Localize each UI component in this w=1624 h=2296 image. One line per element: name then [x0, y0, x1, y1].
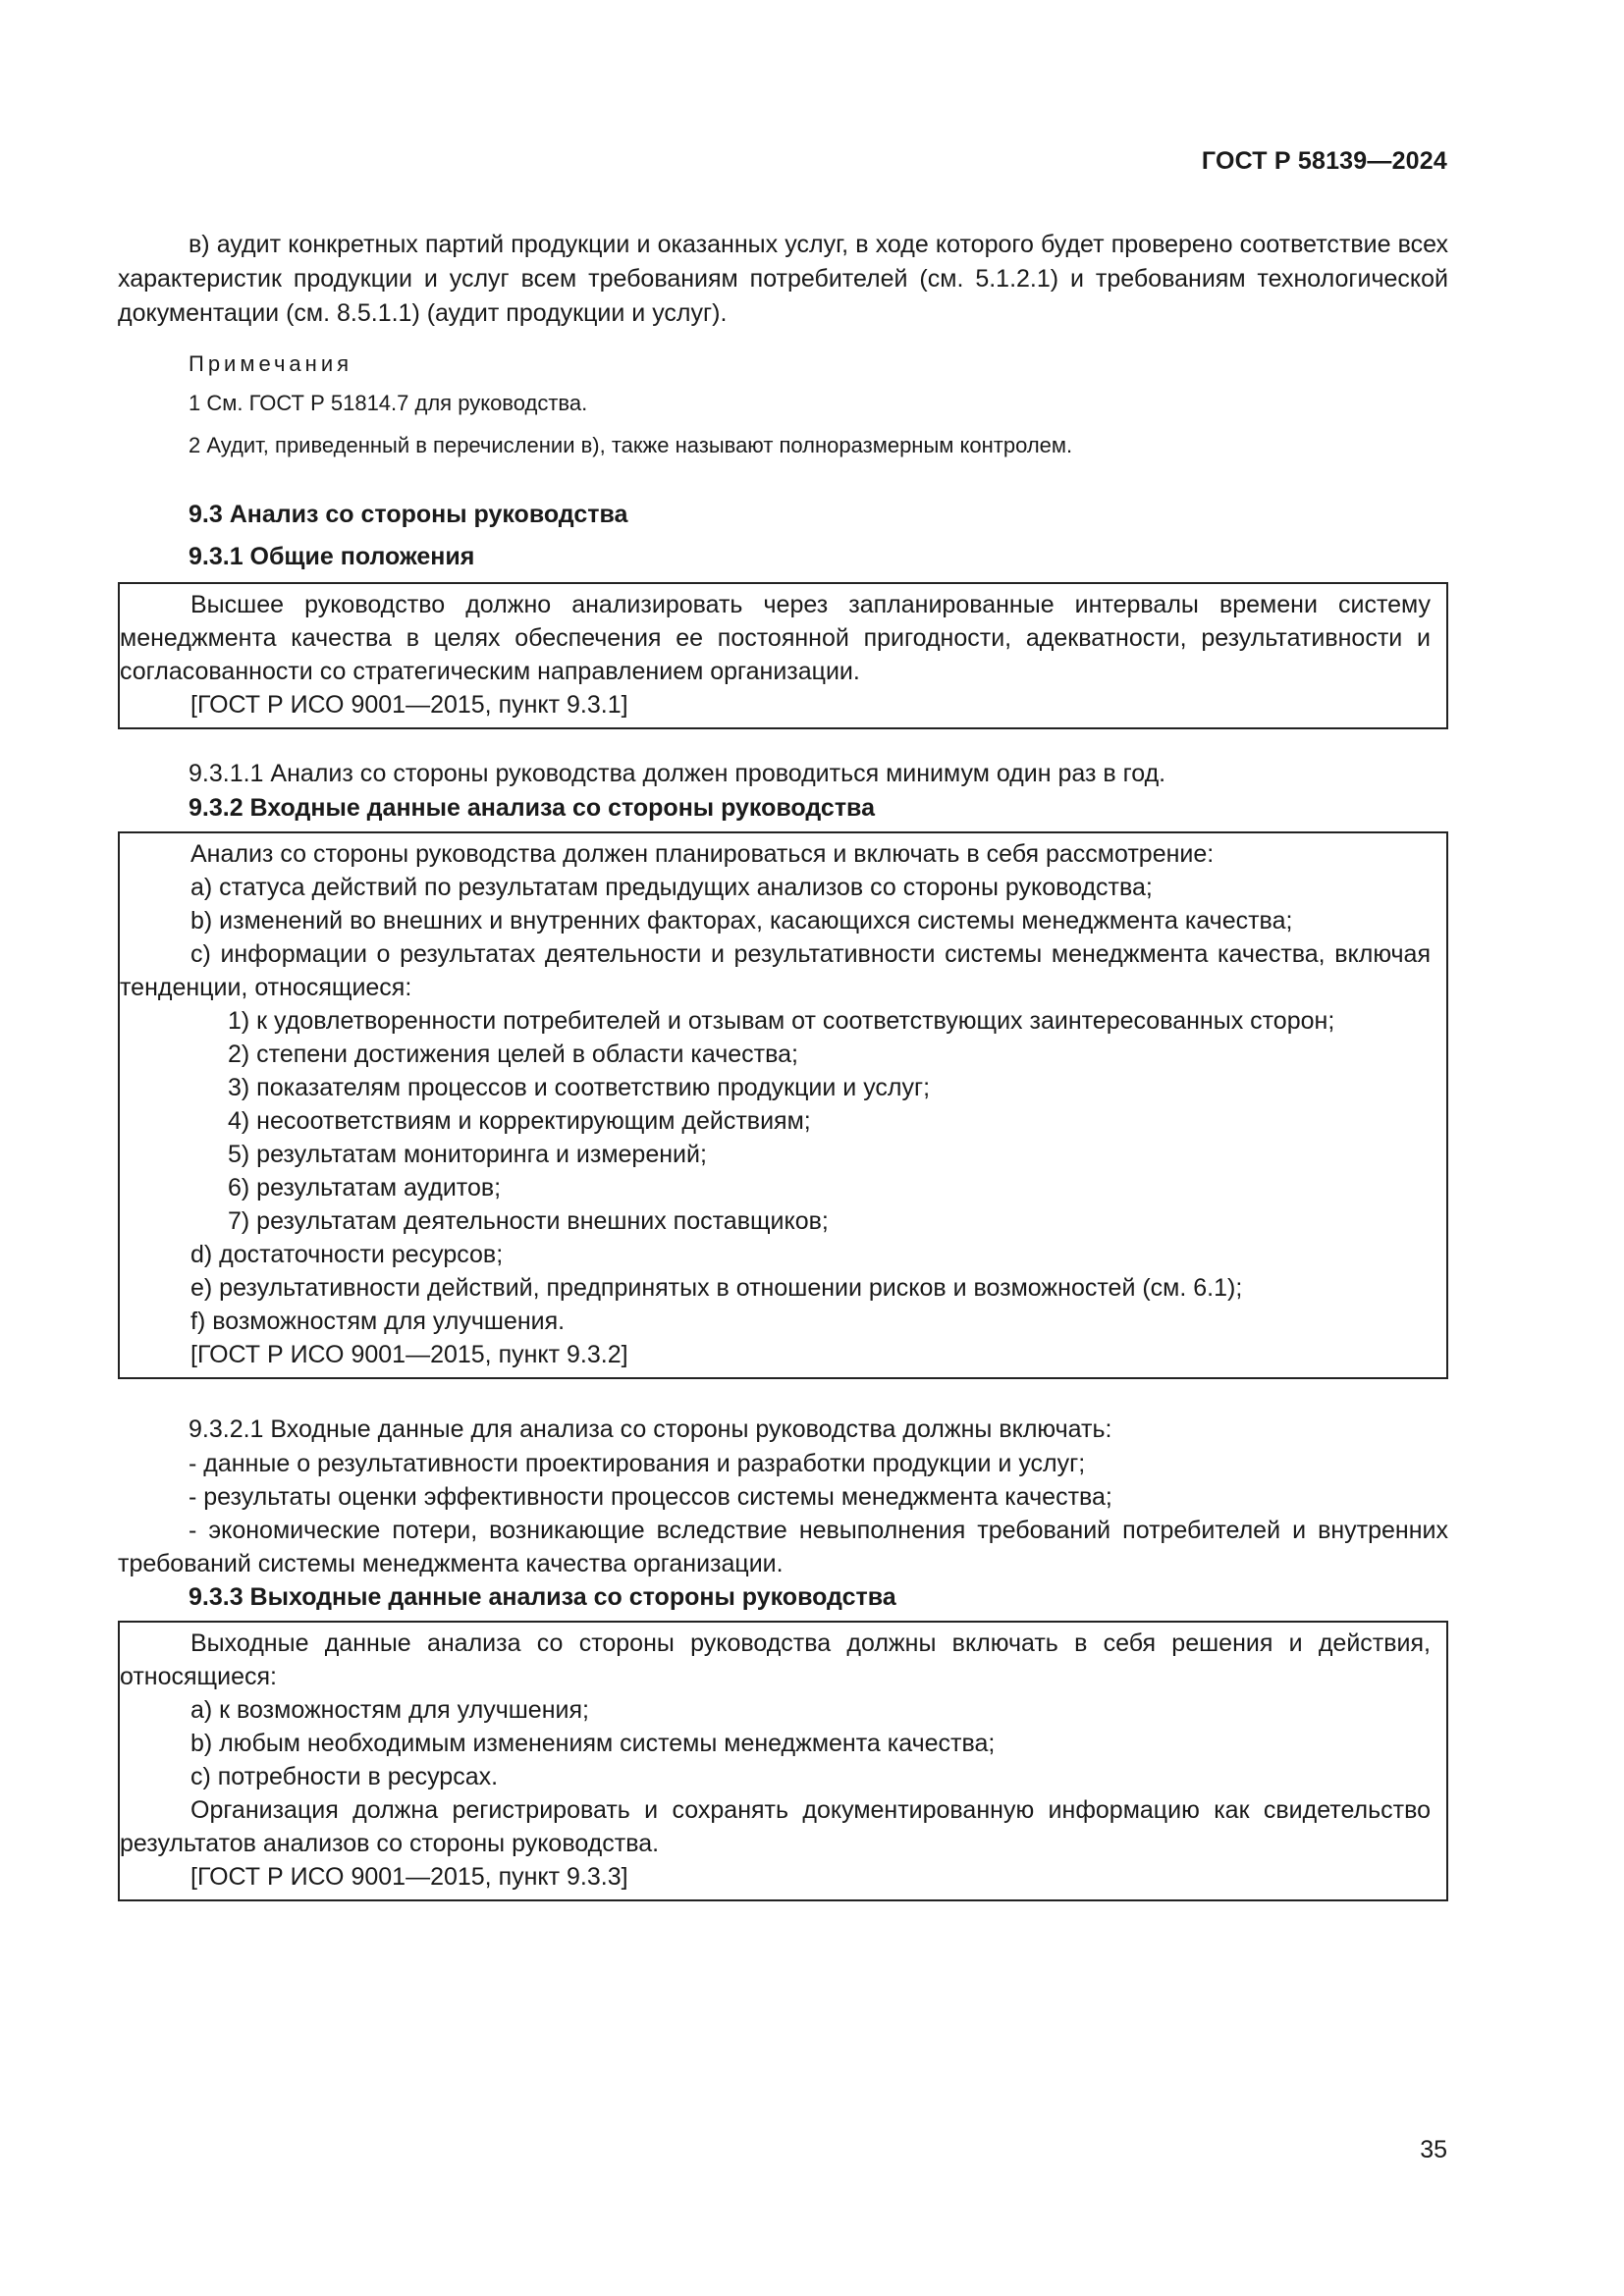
paragraph-9-3-1-1: 9.3.1.1 Анализ со стороны руководства должен проводиться минимум один раз в год. [189, 760, 1166, 787]
note-2: 2 Аудит, приведенный в перечислении в), также называют полноразмерным контролем. [189, 433, 1073, 457]
quote-box-9-3-1 [118, 582, 1448, 729]
sub-item-7: 7) результатам деятельности внешних поставщиков; [228, 1207, 829, 1235]
box-paragraph: Организация должна регистрировать и сохранять документированную информацию как свидетельство результатов анализов со стороны руководства. [120, 1796, 1431, 1857]
quote-box-9-3-3 [118, 1621, 1448, 1901]
section-9-3-3-title: 9.3.3 Выходные данные анализа со стороны руководства [189, 1583, 896, 1611]
sub-item-4: 4) несоответствиям и корректирующим действиям; [228, 1107, 811, 1135]
notes-title: Примечания [189, 351, 353, 376]
list-item-a: a) к возможностям для улучшения; [190, 1696, 589, 1724]
list-item-a: a) статуса действий по результатам предыдущих анализов со стороны руководства; [190, 874, 1153, 901]
list-item-e: e) результативности действий, предпринятых в отношении рисков и возможностей (см. 6.1); [190, 1274, 1243, 1302]
note-1: 1 См. ГОСТ Р 51814.7 для руководства. [189, 391, 588, 415]
box-reference: [ГОСТ Р ИСО 9001—2015, пункт 9.3.3] [190, 1863, 628, 1891]
section-9-3-1-title: 9.3.1 Общие положения [189, 543, 475, 570]
quote-box-9-3-2 [118, 831, 1448, 1379]
list-item-c: c) информации о результатах деятельности и результативности системы менеджмента качества, включая тенденции, относящиеся: [120, 940, 1431, 1001]
paragraph-9-3-2-1: 9.3.2.1 Входные данные для анализа со стороны руководства должны включать: [189, 1415, 1112, 1443]
list-item-d: d) достаточности ресурсов; [190, 1241, 504, 1268]
dash-item-1: - данные о результативности проектирования и разработки продукции и услуг; [189, 1450, 1086, 1477]
box-reference: [ГОСТ Р ИСО 9001—2015, пункт 9.3.2] [190, 1341, 628, 1368]
section-9-3-title: 9.3 Анализ со стороны руководства [189, 501, 628, 528]
dash-item-3: - экономические потери, возникающие вследствие невыполнения требований потребителей и внутренних требований системы менеджмента качества организации. [118, 1517, 1448, 1577]
list-item-v: в) аудит конкретных партий продукции и оказанных услуг, в ходе которого будет проверено соответствие всех характеристик продукции и услуг всем требованиям потребителей (см. 5.1.2.1) и требованиям технологической документации (см. 8.5.1.1) (аудит продукции и услуг). [118, 231, 1448, 327]
page-content [118, 228, 1448, 1901]
list-item-f: f) возможностям для улучшения. [190, 1308, 566, 1335]
list-item-c: c) потребности в ресурсах. [190, 1763, 499, 1790]
list-item-b: b) любым необходимым изменениям системы менеджмента качества; [190, 1730, 996, 1757]
dash-item-2: - результаты оценки эффективности процессов системы менеджмента качества; [189, 1483, 1112, 1511]
page-number: 35 [1420, 2136, 1447, 2163]
box-reference: [ГОСТ Р ИСО 9001—2015, пункт 9.3.1] [190, 691, 628, 719]
sub-item-3: 3) показателям процессов и соответствию продукции и услуг; [228, 1074, 931, 1101]
sub-item-1: 1) к удовлетворенности потребителей и отзывам от соответствующих заинтересованных сторон; [228, 1007, 1335, 1035]
sub-item-5: 5) результатам мониторинга и измерений; [228, 1141, 707, 1168]
box-text: Высшее руководство должно анализировать через запланированные интервалы времени систему менеджмента качества в целях обеспечения ее постоянной пригодности, адекватности, результативности и согласованности со стратегическим направлением организации. [120, 591, 1431, 685]
box-intro: Выходные данные анализа со стороны руководства должны включать в себя решения и действия, относящиеся: [120, 1629, 1431, 1690]
box-intro: Анализ со стороны руководства должен планироваться и включать в себя рассмотрение: [190, 840, 1215, 868]
section-9-3-2-title: 9.3.2 Входные данные анализа со стороны руководства [189, 794, 875, 822]
sub-item-2: 2) степени достижения целей в области качества; [228, 1041, 798, 1068]
list-item-b: b) изменений во внешних и внутренних факторах, касающихся системы менеджмента качества; [190, 907, 1293, 934]
document-code-header: ГОСТ Р 58139—2024 [1201, 147, 1447, 175]
sub-item-6: 6) результатам аудитов; [228, 1174, 502, 1201]
